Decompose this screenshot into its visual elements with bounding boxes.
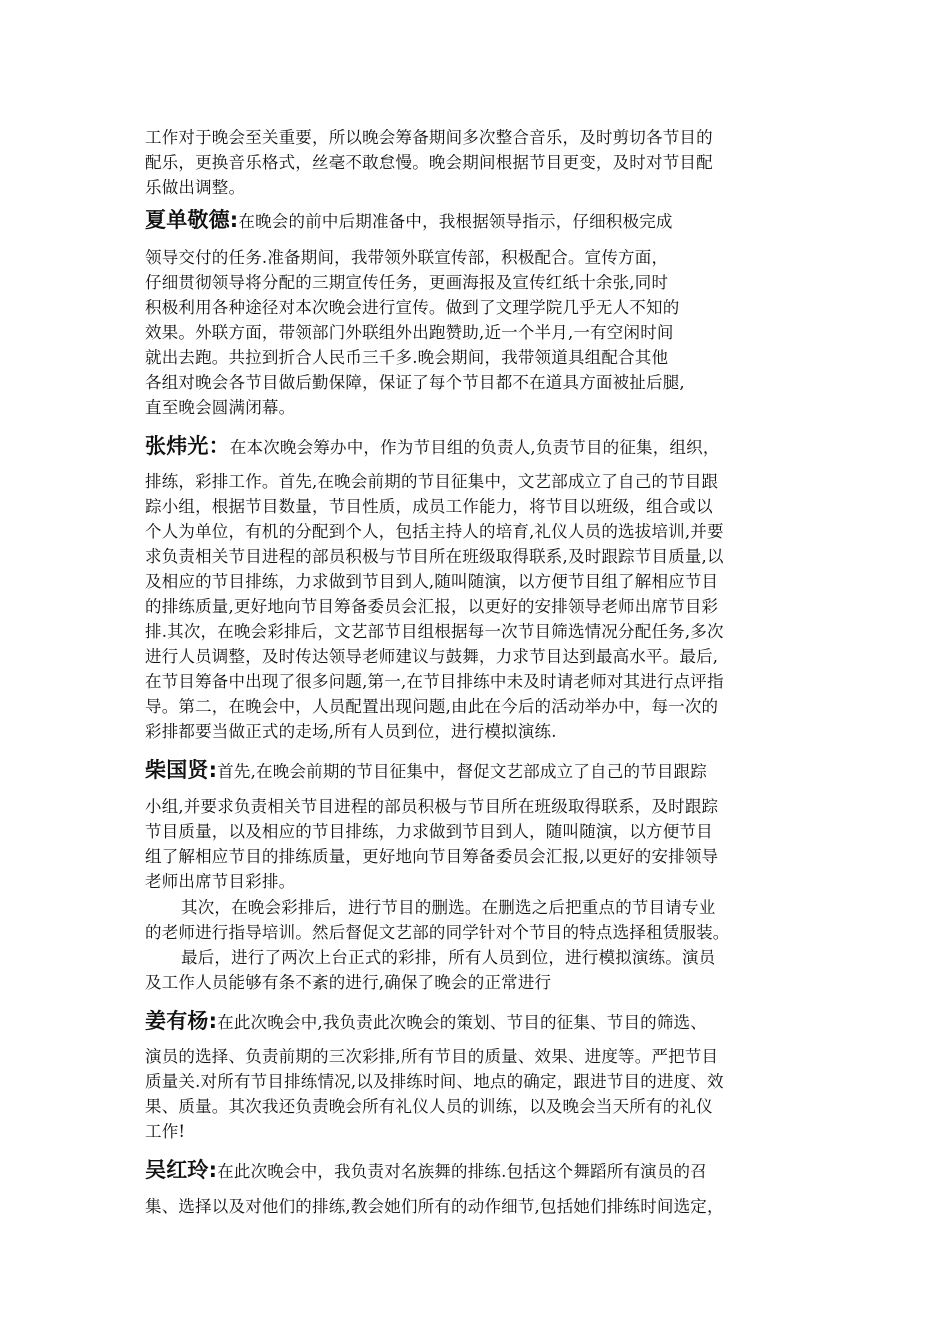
section-line: 的排练质量,更好地向节目筹备委员会汇报，以更好的安排领导老师出席节目彩 [145, 597, 719, 616]
intro-line: 工作对于晚会至关重要，所以晚会筹备期间多次整合音乐，及时剪切各节目的 [145, 128, 713, 147]
person-name: 夏单敬德: [145, 208, 239, 232]
section-text: 在本次晚会筹办中，作为节目组的负责人,负责节目的征集，组织， [229, 438, 720, 457]
section-line: 质量关.对所有节目排练情况,以及排练时间、地点的确定，跟进节目的进度、效 [145, 1072, 724, 1091]
section-text: 首先,在晚会前期的节目征集中，督促文艺部成立了自己的节目跟踪 [217, 762, 707, 781]
section-line: 及工作人员能够有条不紊的进行,确保了晚会的正常进行 [145, 973, 552, 992]
section-line: 效果。外联方面，带领部门外联组外出跑赞助,近一个半月,一有空闲时间 [145, 323, 674, 342]
section-line: 果、质量。其次我还负责晚会所有礼仪人员的训练，以及晚会当天所有的礼仪 [145, 1097, 713, 1116]
section-line: 工作! [145, 1122, 186, 1141]
section-line: 演员的选择、负责前期的三次彩排,所有节目的质量、效果、进度等。严把节目 [145, 1047, 719, 1066]
section-heading-line [145, 210, 673, 232]
section-line: 彩排都要当做正式的走场,所有人员到位，进行模拟演练. [145, 722, 557, 741]
section-line: 节目质量，以及相应的节目排练，力求做到节目到人，随叫随演，以方便节目 [145, 822, 713, 841]
section-line: 排.其次，在晚会彩排后，文艺部节目组根据每一次节目筛选情况分配任务,多次 [145, 622, 724, 641]
section-line: 的老师进行指导培训。然后督促文艺部的同学针对个节目的特点选择租赁服装。 [145, 923, 730, 942]
section-line: 导。第二，在晚会中，人员配置出现问题,由此在今后的活动举办中，每一次的 [145, 697, 719, 716]
section-text: 在此次晚会中，我负责对名族舞的排练.包括这个舞蹈所有演员的召 [217, 1162, 707, 1181]
section-line: 在节目筹备中出现了很多问题,第一,在节目排练中未及时请老师对其进行点评指 [145, 672, 724, 691]
section-line: 领导交付的任务.准备期间，我带领外联宣传部，积极配合。宣传方面， [145, 248, 669, 267]
section-line: 组了解相应节目的排练质量，更好地向节目筹备委员会汇报,以更好的安排领导 [145, 847, 719, 866]
person-name: 姜有杨: [145, 1009, 218, 1033]
section-line: 排练，彩排工作。首先,在晚会前期的节目征集中，文艺部成立了自己的节目跟 [145, 472, 719, 491]
section-line: 积极利用各种途径对本次晚会进行宣传。做到了文理学院几乎无人不知的 [145, 298, 680, 317]
person-name: 吴红玲: [145, 1158, 218, 1182]
section-text: 在晚会的前中后期准备中，我根据领导指示，仔细积极完成 [238, 212, 673, 231]
section-heading-line [145, 1160, 707, 1182]
section-line: 集、选择以及对他们的排练,教会她们所有的动作细节,包括她们排练时间选定， [145, 1197, 724, 1216]
section-line: 及相应的节目排练，力求做到节目到人,随叫随演，以方便节目组了解相应节目 [145, 572, 719, 591]
section-line: 各组对晚会各节目做后勤保障，保证了每个节目都不在道具方面被扯后腿, [145, 373, 685, 392]
section-line: 求负责相关节目进程的部员积极与节目所在班级取得联系,及时跟踪节目质量,以 [145, 547, 724, 566]
section-heading-line [145, 436, 720, 458]
section-line: 就出去跑。共拉到折合人民币三千多.晚会期间，我带领道具组配合其他 [145, 348, 669, 367]
person-name: 张炜光： [145, 434, 230, 458]
section-line: 直至晚会圆满闭幕。 [145, 398, 296, 417]
intro-line: 乐做出调整。 [145, 178, 246, 197]
section-line: 小组,并要求负责相关节目进程的部员积极与节目所在班级取得联系，及时跟踪 [145, 797, 719, 816]
section-line: 最后，进行了两次上台正式的彩排，所有人员到位，进行模拟演练。演员 [181, 948, 716, 967]
section-line: 其次，在晚会彩排后，进行节目的删选。在删选之后把重点的节目请专业 [181, 898, 716, 917]
intro-line: 配乐，更换音乐格式，丝毫不敢怠慢。晚会期间根据节目更变，及时对节目配 [145, 153, 713, 172]
section-line: 踪小组，根据节目数量，节目性质，成员工作能力，将节目以班级，组合或以 [145, 497, 713, 516]
section-heading-line [145, 760, 707, 782]
section-text: 在此次晚会中,我负责此次晚会的策划、节目的征集、节目的筛选、 [217, 1013, 707, 1032]
section-line: 进行人员调整，及时传达领导老师建议与鼓舞，力求节目达到最高水平。最后, [145, 647, 719, 666]
person-name: 柴国贤: [145, 758, 218, 782]
section-line: 仔细贯彻领导将分配的三期宣传任务，更画海报及宣传红纸十余张,同时 [145, 273, 669, 292]
section-line: 老师出席节目彩排。 [145, 872, 296, 891]
section-line: 个人为单位，有机的分配到个人，包括主持人的培育,礼仪人员的选拔培训,并要 [145, 522, 724, 541]
section-heading-line [145, 1011, 707, 1033]
